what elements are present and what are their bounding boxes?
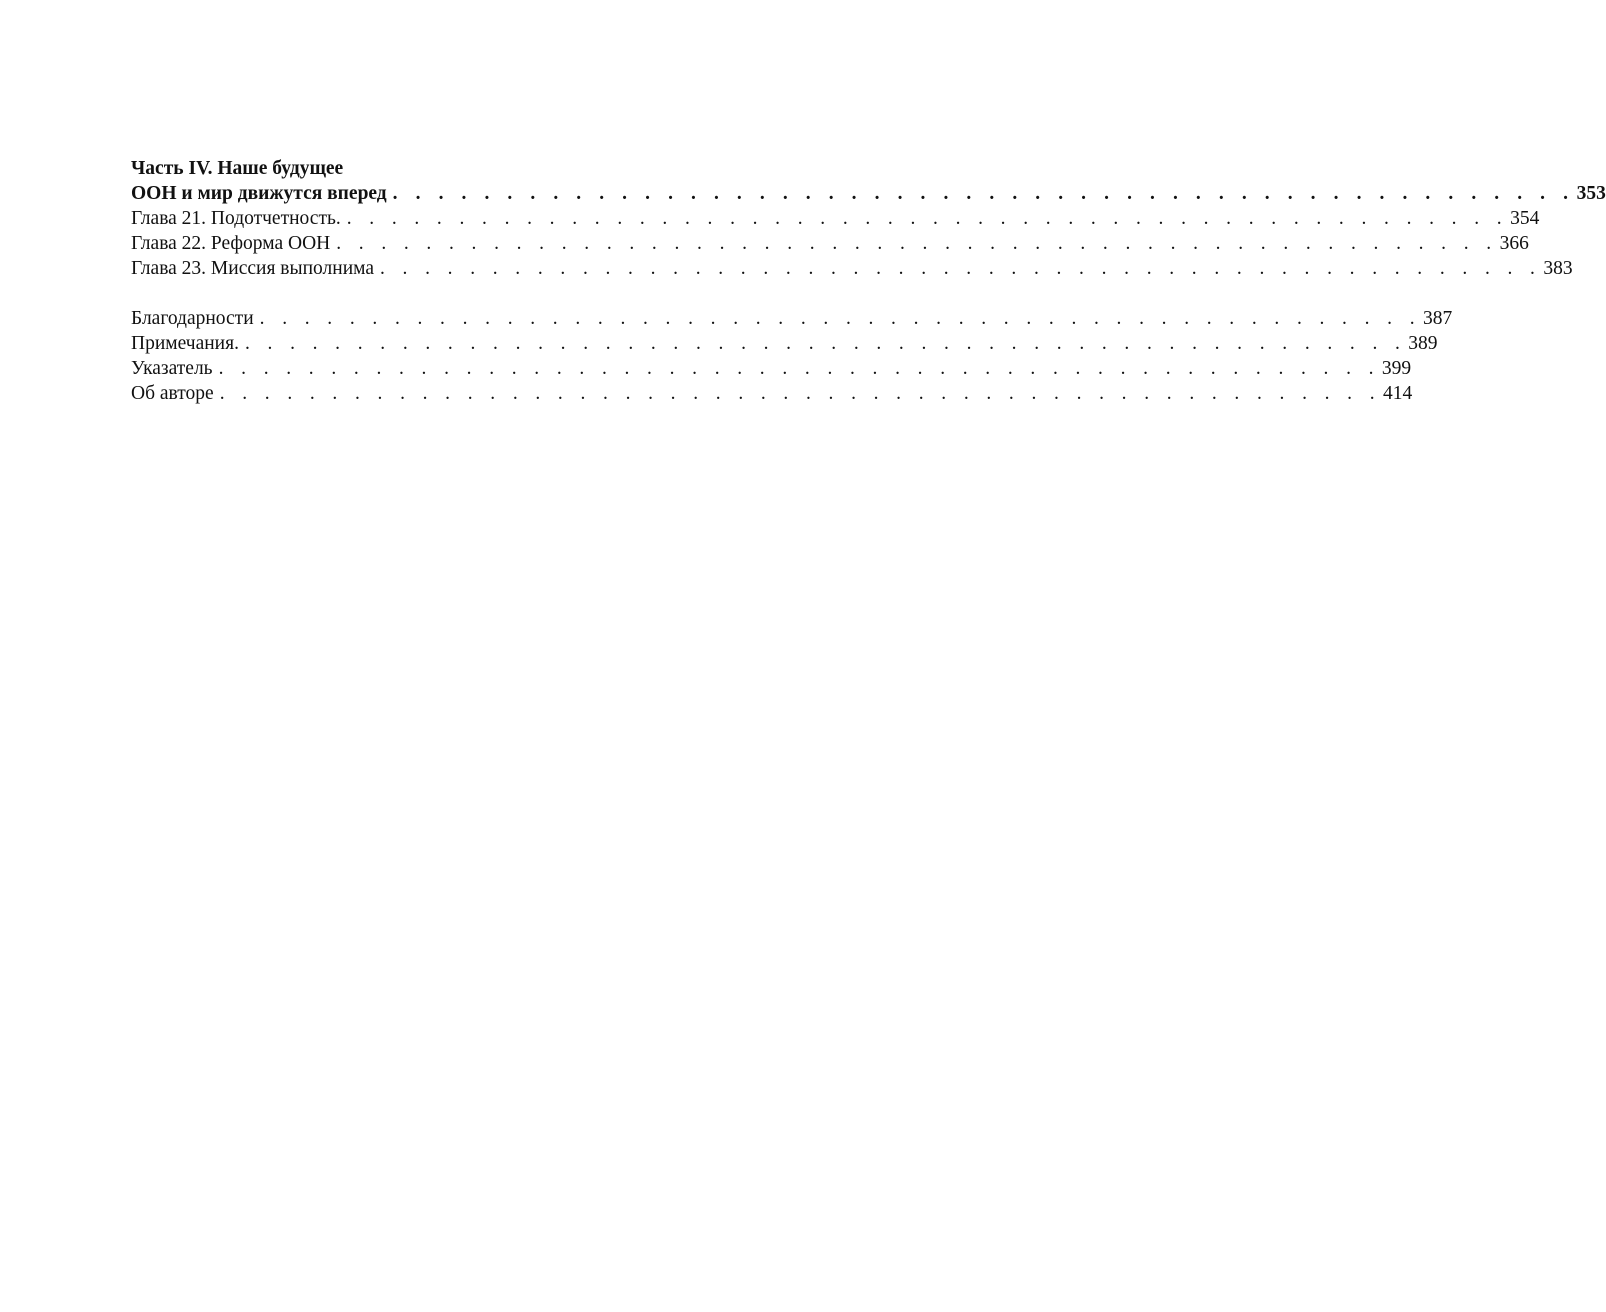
toc-entry-acknowledgements[interactable] (131, 306, 1453, 331)
part-title-line-1 (131, 156, 740, 181)
toc-entry-chapter-22[interactable] (131, 231, 1529, 256)
page-number: 399 (1381, 358, 1412, 379)
page-number: 353 (1576, 183, 1606, 204)
toc-entry-index[interactable] (131, 356, 1412, 381)
part-subtitle: ООН и мир движутся вперед (131, 183, 387, 204)
page-number: 383 (1543, 258, 1573, 279)
toc-entry-chapter-23[interactable] (131, 256, 1573, 281)
table-of-contents (131, 156, 1606, 406)
dot-leader: . . . . . . . . . . . . . . . . . . . . . . . . . . . . . . . . . . . . . . . . . . . . . . . . . . . . (218, 358, 1380, 379)
part-title: Часть IV. Наше будущее (131, 158, 344, 179)
entry-label: Глава 22. Реформа ООН (131, 233, 331, 254)
dot-leader: . . . . . . . . . . . . . . . . . . . . . . . . . . . . . . . . . . . . . . . . . . . . . . . . . . . . (380, 258, 1542, 279)
page-number: 366 (1499, 233, 1529, 254)
entry-label: Благодарности (131, 308, 254, 329)
entry-label: Примечания. (131, 333, 239, 354)
dot-leader: . . . . . . . . . . . . . . . . . . . . . . . . . . . . . . . . . . . . . . . . . . . . . . . . . . . . (346, 208, 1509, 229)
entry-label: Указатель (131, 358, 213, 379)
dot-leader: . . . . . . . . . . . . . . . . . . . . . . . . . . . . . . . . . . . . . . . . . . . . . . . . . . . . (392, 183, 1575, 204)
entry-label: Глава 21. Подотчетность. (131, 208, 341, 229)
toc-entry-part-iv[interactable] (131, 181, 1606, 206)
section-spacer (131, 281, 740, 306)
page-number: 389 (1408, 333, 1438, 354)
dot-leader: . . . . . . . . . . . . . . . . . . . . . . . . . . . . . . . . . . . . . . . . . . . . . . . . . . . . (219, 383, 1382, 404)
entry-label: Об авторе (131, 383, 214, 404)
toc-entry-about-author[interactable] (131, 381, 1413, 406)
page-number: 414 (1383, 383, 1413, 404)
toc-entry-notes[interactable] (131, 331, 1438, 356)
page-number: 387 (1422, 308, 1453, 329)
toc-entry-chapter-21[interactable] (131, 206, 1540, 231)
page-number: 354 (1510, 208, 1540, 229)
dot-leader: . . . . . . . . . . . . . . . . . . . . . . . . . . . . . . . . . . . . . . . . . . . . . . . . . . . . (259, 308, 1421, 329)
dot-leader: . . . . . . . . . . . . . . . . . . . . . . . . . . . . . . . . . . . . . . . . . . . . . . . . . . . . (336, 233, 1498, 254)
entry-label: Глава 23. Миссия выполнима (131, 258, 374, 279)
dot-leader: . . . . . . . . . . . . . . . . . . . . . . . . . . . . . . . . . . . . . . . . . . . . . . . . . . . . (244, 333, 1407, 354)
